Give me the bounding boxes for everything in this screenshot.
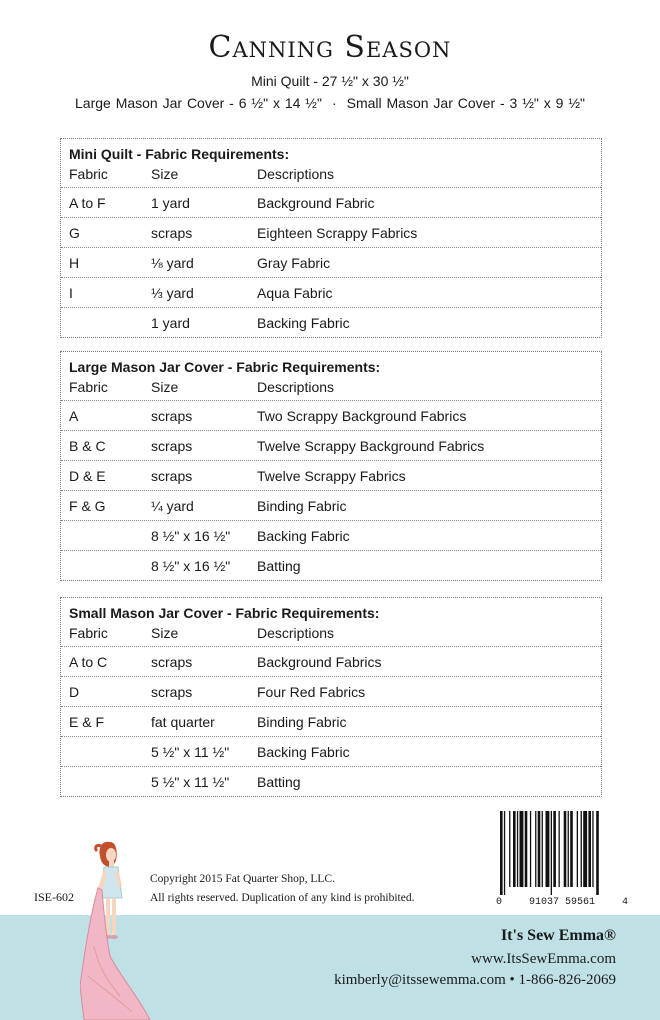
col-fabric: Fabric — [69, 625, 108, 641]
column-headers — [61, 163, 601, 187]
cell-desc: Binding Fabric — [257, 498, 347, 514]
table-header — [61, 352, 601, 376]
cell-size: scraps — [151, 468, 193, 484]
table-row — [61, 430, 601, 460]
cell-fabric: I — [69, 285, 73, 301]
col-descriptions: Descriptions — [257, 625, 335, 641]
column-headers — [61, 622, 601, 646]
jar-cover-sizes — [0, 95, 660, 111]
small-jar-size: Small Mason Jar Cover - 3 ½" x 9 ½" — [346, 95, 585, 111]
large-jar-size: Large Mason Jar Cover - 6 ½" x 14 ½" — [75, 95, 322, 111]
website-link[interactable]: www.ItsSewEmma.com — [471, 951, 616, 967]
cell-fabric: A to F — [69, 195, 106, 211]
cell-desc: Twelve Scrappy Background Fabrics — [257, 438, 485, 454]
table-header — [61, 139, 601, 163]
cell-desc: Background Fabrics — [257, 654, 382, 670]
table-row — [61, 277, 601, 307]
rights-line: All rights reserved. Duplication of any kind is prohibited. — [150, 892, 415, 904]
cell-desc: Gray Fabric — [257, 255, 331, 271]
cell-fabric: D — [69, 684, 80, 700]
cell-size: scraps — [151, 225, 193, 241]
table-row — [61, 400, 601, 430]
cell-desc: Eighteen Scrappy Fabrics — [257, 225, 418, 241]
cell-desc: Background Fabric — [257, 195, 375, 211]
cell-size: scraps — [151, 654, 193, 670]
product-code: ISE-602 — [34, 890, 74, 904]
col-size: Size — [151, 625, 179, 641]
barcode-number — [496, 897, 628, 908]
cell-size: ⅓ yard — [151, 285, 194, 301]
cell-size: 1 yard — [151, 195, 190, 211]
col-fabric: Fabric — [69, 166, 108, 182]
cell-desc: Twelve Scrappy Fabrics — [257, 468, 406, 484]
cell-size: scraps — [151, 438, 193, 454]
cell-fabric: A — [69, 408, 79, 424]
table-row — [61, 520, 601, 550]
barcode-first-digit: 0 — [496, 897, 503, 908]
cell-fabric: G — [69, 225, 80, 241]
col-size: Size — [151, 379, 179, 395]
cell-size: 8 ½" x 16 ½" — [151, 528, 231, 544]
cell-fabric: B & C — [69, 438, 106, 454]
col-descriptions: Descriptions — [257, 166, 335, 182]
table-row — [61, 706, 601, 736]
small-jar-table — [60, 597, 602, 797]
cell-size: 8 ½" x 16 ½" — [151, 558, 231, 574]
col-fabric: Fabric — [69, 379, 108, 395]
table-row — [61, 766, 601, 796]
table-row — [61, 550, 601, 580]
cell-desc: Backing Fabric — [257, 315, 350, 331]
barcode-last-digit: 4 — [621, 897, 628, 908]
separator: · — [331, 95, 337, 111]
table-row — [61, 676, 601, 706]
table-row — [61, 217, 601, 247]
barcode-bars — [496, 811, 628, 895]
cell-size: ¼ yard — [151, 498, 194, 514]
cell-desc: Aqua Fabric — [257, 285, 333, 301]
mini-quilt-size: Mini Quilt - 27 ½" x 30 ½" — [251, 73, 409, 89]
girl-icon — [80, 836, 155, 1020]
table-row — [61, 307, 601, 337]
table-title: Large Mason Jar Cover - Fabric Requirements: — [69, 359, 381, 375]
cell-size: 1 yard — [151, 315, 190, 331]
cell-fabric: E & F — [69, 714, 105, 730]
cell-fabric — [69, 737, 151, 766]
page-title: Canning Season — [208, 30, 452, 65]
table-row — [61, 460, 601, 490]
cell-size: fat quarter — [151, 714, 215, 730]
barcode-middle-digits: 91037 59561 — [528, 897, 595, 908]
cell-fabric: H — [69, 255, 80, 271]
column-headers — [61, 376, 601, 400]
cell-size: scraps — [151, 684, 193, 700]
cell-desc: Batting — [257, 774, 301, 790]
contact-info: kimberly@itssewemma.com • 1-866-826-2069 — [334, 972, 616, 988]
cell-desc: Batting — [257, 558, 301, 574]
brand-name: It's Sew Emma® — [500, 927, 616, 944]
cell-size: ⅛ yard — [151, 255, 194, 271]
table-row — [61, 187, 601, 217]
barcode-icon — [496, 811, 628, 911]
table-row — [61, 490, 601, 520]
cell-desc: Two Scrappy Background Fabrics — [257, 408, 467, 424]
large-jar-table — [60, 351, 602, 581]
table-row — [61, 247, 601, 277]
cell-desc: Backing Fabric — [257, 528, 350, 544]
table-title: Mini Quilt - Fabric Requirements: — [69, 146, 290, 162]
cell-fabric — [69, 551, 151, 580]
copyright-notice — [150, 870, 414, 908]
cell-fabric: F & G — [69, 498, 106, 514]
mini-quilt-table — [60, 138, 602, 338]
cell-size: 5 ½" x 11 ½" — [151, 744, 230, 760]
table-row — [61, 736, 601, 766]
cell-fabric — [69, 308, 151, 337]
cell-size: 5 ½" x 11 ½" — [151, 774, 230, 790]
table-title: Small Mason Jar Cover - Fabric Requirements: — [69, 605, 380, 621]
header — [0, 30, 660, 111]
cell-fabric: D & E — [69, 468, 106, 484]
cell-desc: Binding Fabric — [257, 714, 347, 730]
col-descriptions: Descriptions — [257, 379, 335, 395]
col-size: Size — [151, 166, 179, 182]
cell-size: scraps — [151, 408, 193, 424]
cell-fabric: A to C — [69, 654, 108, 670]
cell-desc: Four Red Fabrics — [257, 684, 366, 700]
copyright-line: Copyright 2015 Fat Quarter Shop, LLC. — [150, 873, 335, 885]
table-header — [61, 598, 601, 622]
cell-fabric — [69, 767, 151, 796]
cell-fabric — [69, 521, 151, 550]
table-row — [61, 646, 601, 676]
girl-with-quilt-illustration — [80, 836, 155, 1020]
cell-desc: Backing Fabric — [257, 744, 350, 760]
